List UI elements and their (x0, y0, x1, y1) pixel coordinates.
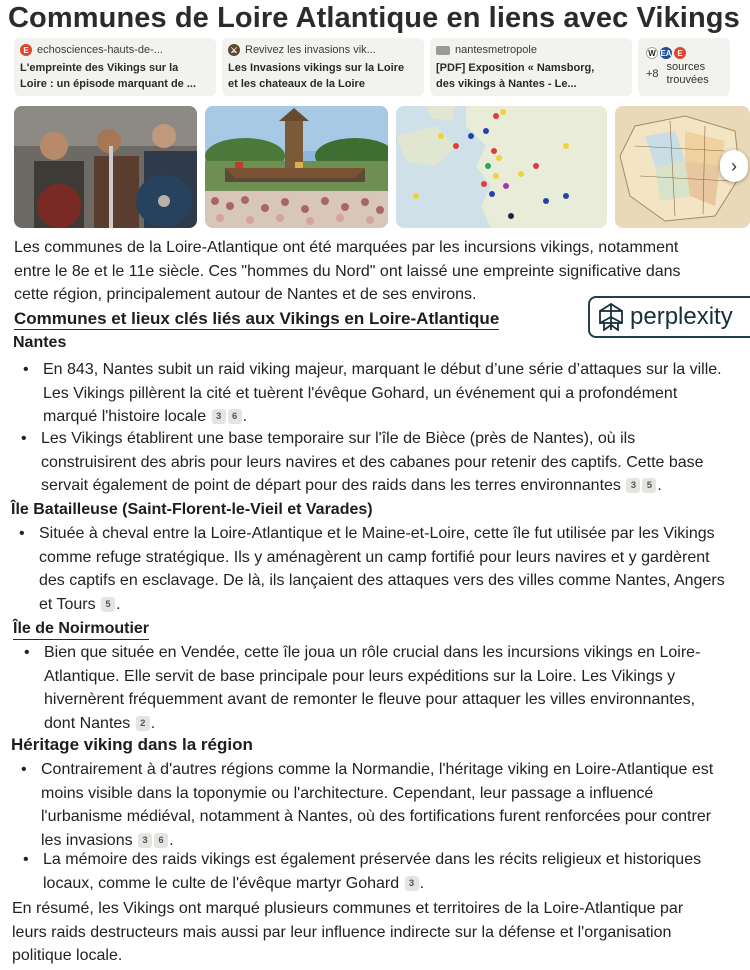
source-site: nantesmetropole (455, 44, 537, 56)
source-card-1[interactable] (14, 38, 216, 96)
source-site: echosciences-hauts-de-... (37, 44, 163, 56)
citation-badge[interactable]: 6 (154, 833, 168, 848)
citation-badge[interactable]: 5 (101, 597, 115, 612)
citation-badge[interactable]: 6 (228, 409, 242, 424)
nantes-metropole-icon (436, 46, 450, 55)
list-item: • En 843, Nantes subit un raid viking majeur, marquant le début d’une série d’attaques sur la ville. Les Vikings pillèrent la cité et tuèrent l'évêque Gohard, un événement qui a profondément marqué l'histoire locale 3 6 . (23, 361, 722, 425)
source-snippet-line1: Les Invasions vikings sur la Loire (228, 62, 405, 74)
puy-du-fou-viking-show-image[interactable] (205, 106, 388, 228)
carousel-next-button[interactable] (720, 150, 748, 182)
list-item: • La mémoire des raids vikings est également préservée dans les récits religieux et historiques locaux, comme le culte de l'évêque martyr Gohard 3 . (23, 851, 702, 892)
list-item-text: En 843, Nantes subit un raid viking majeur, marquant le début d’une série d’attaques sur la ville. Les Vikings pillèrent la cité et tuèrent l'évêque Gohard, un événement qui a profondément marqué l'histoire locale (43, 361, 722, 425)
conclusion-paragraph: En résumé, les Vikings ont marqué plusieurs communes et territoires de la Loire-Atlantique par leurs raids destructeurs mais aussi par leur influence indirecte sur la défense et l'organisation politique locale. (12, 900, 684, 964)
list-item-text: Bien que située en Vendée, cette île joua un rôle crucial dans les incursions vikings en Loire-Atlantique. Elle servit de base principale pour leurs expéditions sur la Loire. Les Vikings y hivernèrent fréquemment avant de remonter le fleuve pour attaquer les villes environnantes, dont Nantes (44, 644, 701, 732)
intro-paragraph: Les communes de la Loire-Atlantique ont été marquées par les incursions vikings, notamment entre le 8e et le 11e siècle. Ces "hommes du Nord" ont laissé une empreinte significative dans cette région, principalement autour de Nantes et de ses environs. (14, 239, 681, 303)
citation-badge[interactable]: 3 (626, 478, 640, 493)
list-item: • Les Vikings établirent une base temporaire sur l'île de Bièce (près de Nantes), où ils construisirent des abris pour leurs navires et des cabanes pour retenir des captifs. Cette base servait également de point de départ pour des raids dans les terres environnantes 3 5 . (21, 430, 704, 494)
wikipedia-icon: W (646, 47, 658, 59)
source-snippet-line2: Loire : un épisode marquant de ... (20, 78, 197, 90)
citation-badge[interactable]: 5 (642, 478, 656, 493)
sources-row (14, 38, 734, 96)
source-snippet-line1: L'empreinte des Vikings sur la (20, 62, 179, 74)
perplexity-icon (598, 303, 624, 331)
viking-helmet-icon: ⚔ (228, 44, 240, 56)
ea-icon: EA (660, 48, 672, 58)
source-card-2[interactable] (222, 38, 424, 96)
more-sources-count: +8 (646, 67, 659, 80)
section-heading-heritage: Héritage viking dans la région (11, 735, 253, 754)
citation-badge[interactable]: 3 (405, 876, 419, 891)
citation-badge[interactable]: 3 (138, 833, 152, 848)
list-item: • Contrairement à d'autres régions comme la Normandie, l'héritage viking en Loire-Atlantique est moins visible dans la toponymie ou l'architecture. Cependant, leur passage a influencé l'urbanisme médiéval, notamment à Nantes, où des fortifications furent renforcées pour contrer les invasions 3 6 . (21, 761, 714, 849)
chevron-right-icon: › (731, 155, 737, 176)
list-item: • Bien que située en Vendée, cette île joua un rôle crucial dans les incursions vikings en Loire-Atlantique. Elle servit de base principale pour leurs expéditions sur la Loire. Les Vikings y hivernèrent fréquemment avant de remonter le fleuve pour attaquer les villes environnantes, dont Nantes 2 . (24, 644, 701, 732)
list-item: • Située à cheval entre la Loire-Atlantique et le Maine-et-Loire, cette île fut utilisée par les Vikings comme refuge stratégique. Ils y aménagèrent un camp fortifié pour leurs navires et y gardèrent des captifs en esclavage. De là, ils lançaient des attaques vers des villes comme Nantes, Angers et Tours 5 . (19, 525, 725, 613)
source-site: Revivez les invasions vik... (245, 44, 376, 56)
list-item-text: Contrairement à d'autres régions comme la Normandie, l'héritage viking en Loire-Atlantique est moins visible dans la toponymie ou l'architecture. Cependant, leur passage a influencé l'urbanisme médiéval, notamment à Nantes, où des fortifications furent renforcées pour contrer les invasions (41, 761, 714, 849)
viking-reenactment-image[interactable] (14, 106, 197, 228)
source-card-3[interactable] (430, 38, 632, 96)
more-sources-button[interactable] (638, 38, 730, 96)
echosciences-icon: E (20, 44, 32, 56)
source-snippet-line1: [PDF] Exposition « Namsborg, (436, 62, 595, 74)
echosciences-icon: E (674, 47, 686, 59)
subheading-noirmoutier: Île de Noirmoutier (13, 619, 149, 640)
source-snippet-line2: des vikings à Nantes - Le... (436, 78, 577, 90)
citation-badge[interactable]: 2 (136, 716, 150, 731)
perplexity-wordmark: perplexity (630, 303, 733, 330)
citation-badge[interactable]: 3 (212, 409, 226, 424)
section-heading-communes: Communes et lieux clés liés aux Vikings en Loire-Atlantique (14, 309, 500, 328)
more-sources-label-2: trouvées (666, 74, 709, 86)
list-item-text: La mémoire des raids vikings est également préservée dans les récits religieux et historiques locaux, comme le culte de l'évêque martyr Gohard (43, 851, 702, 892)
list-item-text: Les Vikings établirent une base temporaire sur l'île de Bièce (près de Nantes), où ils construisirent des abris pour leurs navires et des cabanes pour retenir des captifs. Cette base servait également de point de départ pour des raids dans les terres environnantes (41, 430, 704, 494)
list-item-text: Située à cheval entre la Loire-Atlantique et le Maine-et-Loire, cette île fut utilisée par les Vikings comme refuge stratégique. Ils y aménagèrent un camp fortifié pour leurs navires et y gardèrent des captifs en esclavage. De là, ils lançaient des attaques vers des villes comme Nantes, Angers et Tours (39, 525, 725, 613)
subheading-nantes: Nantes (13, 334, 67, 351)
viking-raids-map-image[interactable] (396, 106, 607, 228)
subheading-ile-batailleuse: Île Batailleuse (Saint-Florent-le-Vieil et Varades) (11, 501, 373, 518)
source-snippet-line2: et les chateaux de la Loire (228, 78, 365, 90)
image-carousel (14, 106, 750, 228)
page-title: Communes de Loire Atlantique en liens avec Vikings (8, 2, 740, 34)
more-sources-label-1: sources (666, 61, 706, 73)
